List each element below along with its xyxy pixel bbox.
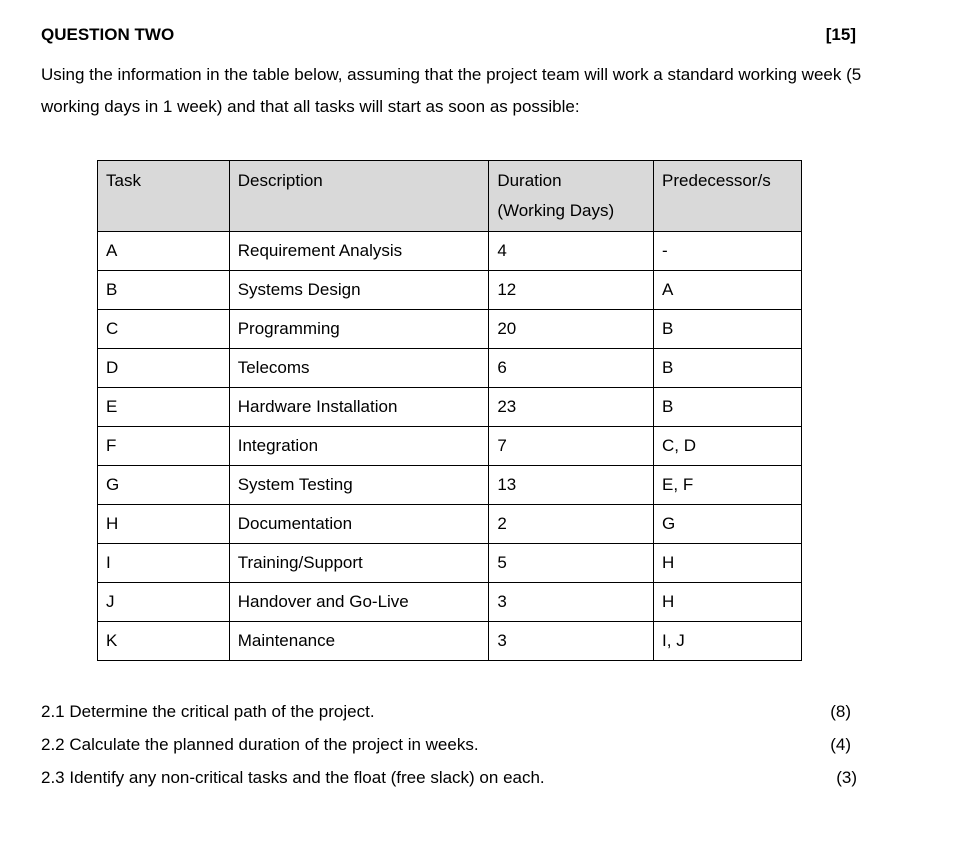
cell-description: Systems Design [229, 271, 489, 310]
cell-task: A [98, 232, 230, 271]
question-total-marks: [15] [825, 25, 856, 44]
cell-description: Maintenance [229, 622, 489, 661]
cell-duration: 12 [489, 271, 654, 310]
cell-task: D [98, 349, 230, 388]
table-row [98, 310, 802, 349]
cell-description: Requirement Analysis [229, 232, 489, 271]
header-task: Task [98, 161, 230, 232]
cell-task: H [98, 505, 230, 544]
sub-questions [41, 700, 861, 799]
cell-duration: 6 [489, 349, 654, 388]
sub-question-marks: (3) [836, 768, 857, 787]
table-row [98, 232, 802, 271]
table-row [98, 466, 802, 505]
table-row [98, 427, 802, 466]
sub-question-text: 2.3 Identify any non-critical tasks and the float (free slack) on each. [41, 768, 545, 787]
cell-task: K [98, 622, 230, 661]
cell-duration: 5 [489, 544, 654, 583]
cell-duration: 4 [489, 232, 654, 271]
cell-task: J [98, 583, 230, 622]
cell-predecessors: H [654, 583, 802, 622]
table-row [98, 388, 802, 427]
cell-task: C [98, 310, 230, 349]
cell-task: F [98, 427, 230, 466]
cell-duration: 13 [489, 466, 654, 505]
sub-question-text: 2.1 Determine the critical path of the project. [41, 702, 375, 721]
cell-duration: 3 [489, 583, 654, 622]
header-duration-line2: (Working Days) [497, 201, 615, 220]
cell-predecessors: G [654, 505, 802, 544]
table-row [98, 544, 802, 583]
cell-description: Documentation [229, 505, 489, 544]
cell-predecessors: C, D [654, 427, 802, 466]
table-header-row [98, 161, 802, 232]
question-title: QUESTION TWO [41, 25, 175, 44]
cell-predecessors: B [654, 388, 802, 427]
cell-description: Programming [229, 310, 489, 349]
table-row [98, 271, 802, 310]
cell-predecessors: H [654, 544, 802, 583]
table-row [98, 622, 802, 661]
question-intro: Using the information in the table below, assuming that the project team will work a standard working week (5 working days in 1 week) and that all tasks will start as soon as possible: [41, 65, 862, 116]
cell-predecessors: B [654, 310, 802, 349]
sub-question-2-3 [41, 766, 861, 799]
table-row [98, 505, 802, 544]
sub-question-marks: (8) [830, 702, 851, 721]
sub-question-text: 2.2 Calculate the planned duration of the project in weeks. [41, 735, 479, 754]
header-description: Description [229, 161, 489, 232]
cell-task: E [98, 388, 230, 427]
header-predecessors: Predecessor/s [654, 161, 802, 232]
cell-duration: 23 [489, 388, 654, 427]
sub-question-2-1 [41, 700, 861, 733]
sub-question-marks: (4) [830, 735, 851, 754]
cell-duration: 7 [489, 427, 654, 466]
table-row [98, 349, 802, 388]
cell-task: G [98, 466, 230, 505]
cell-predecessors: I, J [654, 622, 802, 661]
cell-task: I [98, 544, 230, 583]
cell-predecessors: E, F [654, 466, 802, 505]
task-table [97, 160, 802, 661]
sub-question-2-2 [41, 733, 861, 766]
table-row [98, 583, 802, 622]
task-table-body [98, 232, 802, 661]
cell-duration: 20 [489, 310, 654, 349]
cell-description: System Testing [229, 466, 489, 505]
cell-task: B [98, 271, 230, 310]
header-duration-line1: Duration [497, 171, 562, 190]
cell-duration: 3 [489, 622, 654, 661]
cell-predecessors: - [654, 232, 802, 271]
cell-description: Hardware Installation [229, 388, 489, 427]
header-duration [489, 161, 654, 232]
cell-description: Handover and Go-Live [229, 583, 489, 622]
cell-duration: 2 [489, 505, 654, 544]
cell-predecessors: A [654, 271, 802, 310]
cell-description: Training/Support [229, 544, 489, 583]
cell-description: Integration [229, 427, 489, 466]
cell-description: Telecoms [229, 349, 489, 388]
cell-predecessors: B [654, 349, 802, 388]
